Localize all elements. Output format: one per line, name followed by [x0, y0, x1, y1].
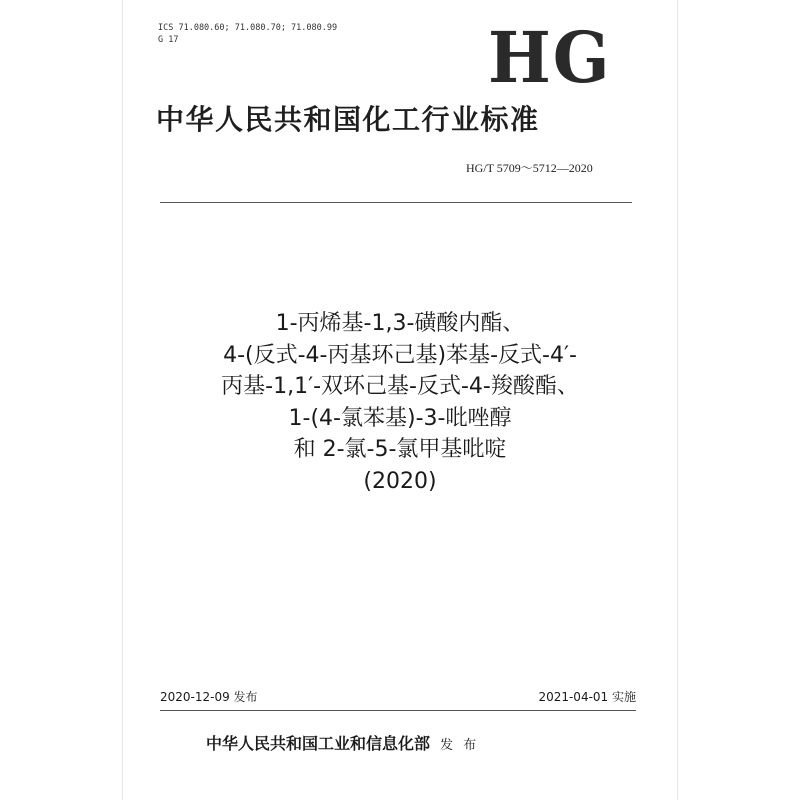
implementation-date: 2021-04-01 实施	[538, 690, 636, 704]
ics-code: ICS 71.080.60; 71.080.70; 71.080.99	[158, 23, 338, 33]
ccs-code: G 17	[158, 35, 179, 45]
standard-code: HG/T 5709～5712—2020	[466, 161, 593, 175]
issuer-name: 中华人民共和国工业和信息化部	[206, 734, 431, 753]
title-line: 4-(反式-4-丙基环己基)苯基-反式-4′-	[223, 342, 577, 368]
title-line: 1-(4-氯苯基)-3-吡唑醇	[288, 405, 512, 431]
hg-logo: HG	[488, 16, 612, 99]
issuer-action: 发 布	[440, 738, 480, 753]
title-year: (2020)	[363, 468, 437, 494]
title-line: 和 2-氯-5-氯甲基吡啶	[293, 437, 507, 462]
classification-codes	[158, 22, 337, 46]
footer-divider	[160, 710, 636, 711]
title-line: 1-丙烯基-1,3-磺酸内酯、	[275, 311, 525, 336]
header-divider	[160, 202, 632, 203]
dates-row	[160, 688, 636, 706]
document-title	[160, 308, 640, 497]
issue-date: 2020-12-09 发布	[160, 690, 258, 704]
title-line: 丙基-1,1′-双环己基-反式-4-羧酸酯、	[221, 374, 579, 399]
standard-type-title: 中华人民共和国化工行业标准	[156, 103, 540, 136]
issuing-authority	[206, 732, 626, 758]
